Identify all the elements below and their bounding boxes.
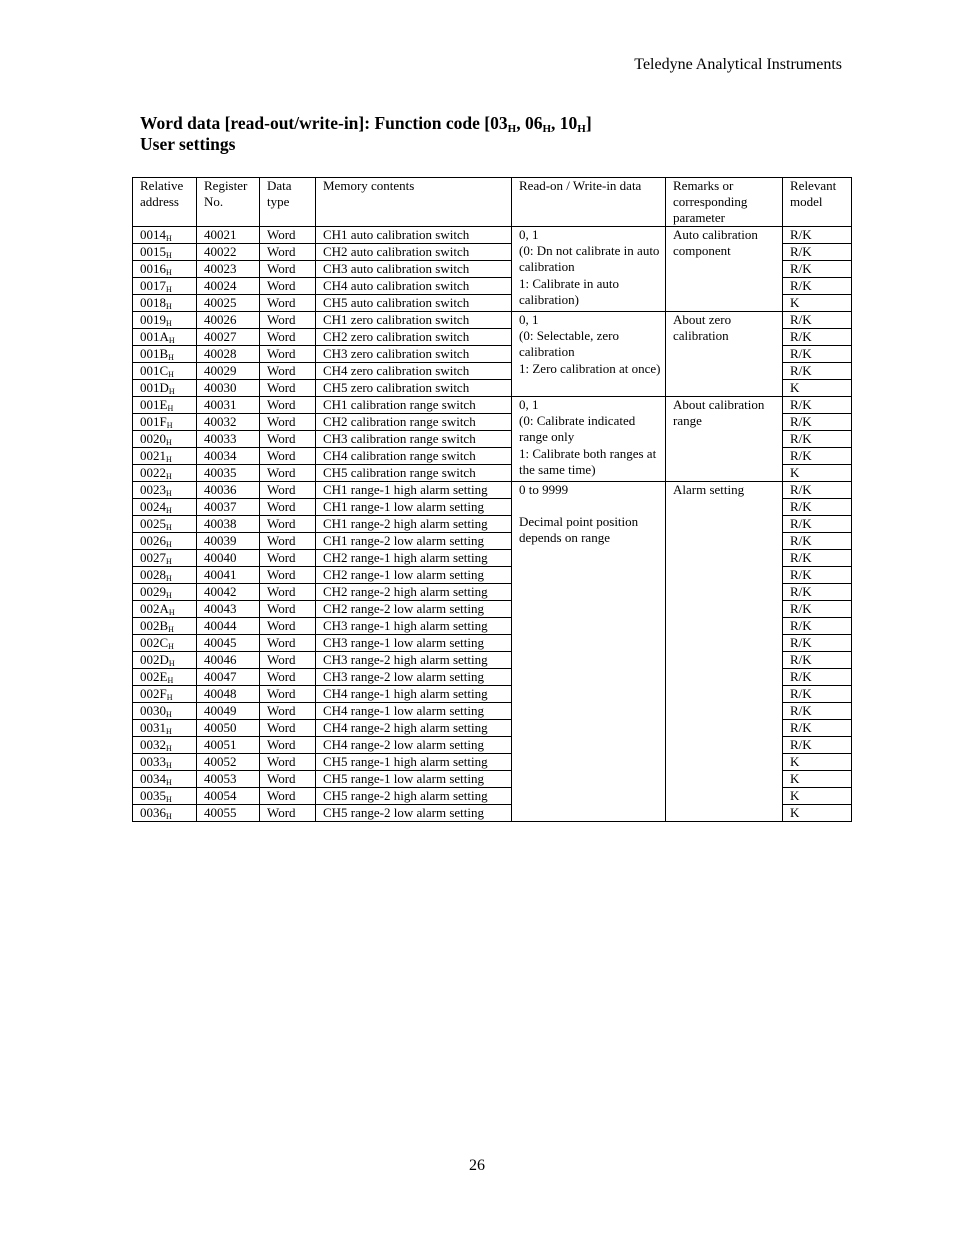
col-header-relative-address: Relative address xyxy=(133,178,197,227)
table-header-row xyxy=(133,178,852,227)
relevant-model-cell: K xyxy=(783,754,852,771)
memory-contents-cell: CH3 auto calibration switch xyxy=(316,261,512,278)
memory-contents-cell: CH1 range-1 high alarm setting xyxy=(316,482,512,499)
relevant-model-cell: R/K xyxy=(783,261,852,278)
address-subscript: H xyxy=(167,676,174,685)
register-no-cell: 40040 xyxy=(197,550,260,567)
function-code-subscript: H xyxy=(577,123,586,135)
data-type-cell: Word xyxy=(260,363,316,380)
memory-contents-cell: CH5 range-1 high alarm setting xyxy=(316,754,512,771)
read-write-data-line: (0: Selectable, zero calibration xyxy=(519,328,619,360)
address-subscript: H xyxy=(168,387,175,396)
address-value: 0026 xyxy=(140,533,166,548)
relevant-model-cell: R/K xyxy=(783,499,852,516)
address-value: 002B xyxy=(140,618,169,633)
memory-contents-cell: CH4 zero calibration switch xyxy=(316,363,512,380)
register-no-cell: 40055 xyxy=(197,805,260,822)
register-no-cell: 40036 xyxy=(197,482,260,499)
address-value: 001F xyxy=(140,414,167,429)
address-value: 0029 xyxy=(140,584,166,599)
relative-address-cell xyxy=(133,533,197,550)
address-subscript: H xyxy=(168,336,175,345)
register-no-cell: 40042 xyxy=(197,584,260,601)
register-no-cell: 40031 xyxy=(197,397,260,414)
register-no-cell: 40027 xyxy=(197,329,260,346)
relevant-model-cell: R/K xyxy=(783,635,852,652)
relevant-model-cell: R/K xyxy=(783,601,852,618)
address-value: 001D xyxy=(140,380,169,395)
relevant-model-cell: R/K xyxy=(783,414,852,431)
data-type-cell: Word xyxy=(260,295,316,312)
data-type-cell: Word xyxy=(260,703,316,720)
relative-address-cell xyxy=(133,550,197,567)
relevant-model-cell: R/K xyxy=(783,550,852,567)
relevant-model-cell: R/K xyxy=(783,652,852,669)
memory-contents-cell: CH3 range-1 high alarm setting xyxy=(316,618,512,635)
memory-contents-cell: CH5 range-2 low alarm setting xyxy=(316,805,512,822)
memory-contents-cell: CH3 range-2 high alarm setting xyxy=(316,652,512,669)
register-no-cell: 40054 xyxy=(197,788,260,805)
address-value: 0019 xyxy=(140,312,166,327)
heading-separator: , xyxy=(551,113,560,133)
read-write-data-line: Decimal point position depends on range xyxy=(519,514,639,546)
address-value: 001C xyxy=(140,363,169,378)
memory-contents-cell: CH5 range-2 high alarm setting xyxy=(316,788,512,805)
address-subscript: H xyxy=(166,438,172,447)
memory-contents-cell: CH5 range-1 low alarm setting xyxy=(316,771,512,788)
data-type-cell: Word xyxy=(260,805,316,822)
address-value: 0036 xyxy=(140,805,166,820)
data-type-cell: Word xyxy=(260,584,316,601)
address-value: 0032 xyxy=(140,737,166,752)
read-write-data-line: 0 to 9999 xyxy=(519,482,569,497)
relative-address-cell xyxy=(133,295,197,312)
register-no-cell: 40041 xyxy=(197,567,260,584)
address-subscript: H xyxy=(166,744,172,753)
data-type-cell: Word xyxy=(260,380,316,397)
data-type-cell: Word xyxy=(260,669,316,686)
data-type-cell: Word xyxy=(260,550,316,567)
function-code-03: 03 xyxy=(490,113,508,133)
read-write-data-line: 0, 1 xyxy=(519,227,539,242)
address-subscript: H xyxy=(166,574,172,583)
address-subscript: H xyxy=(166,302,172,311)
register-no-cell: 40025 xyxy=(197,295,260,312)
relevant-model-cell: R/K xyxy=(783,448,852,465)
relative-address-cell xyxy=(133,686,197,703)
memory-contents-cell: CH1 range-2 low alarm setting xyxy=(316,533,512,550)
address-value: 0015 xyxy=(140,244,166,259)
read-write-data-cell xyxy=(512,312,666,397)
data-type-cell: Word xyxy=(260,312,316,329)
register-no-cell: 40023 xyxy=(197,261,260,278)
register-no-cell: 40026 xyxy=(197,312,260,329)
address-value: 0024 xyxy=(140,499,166,514)
address-subscript: H xyxy=(166,727,172,736)
relevant-model-cell: R/K xyxy=(783,703,852,720)
relative-address-cell xyxy=(133,618,197,635)
relative-address-cell xyxy=(133,788,197,805)
data-type-cell: Word xyxy=(260,397,316,414)
address-subscript: H xyxy=(168,370,174,379)
register-table xyxy=(132,177,852,822)
register-no-cell: 40044 xyxy=(197,618,260,635)
relative-address-cell xyxy=(133,346,197,363)
address-subscript: H xyxy=(168,642,174,651)
address-subscript: H xyxy=(167,404,174,413)
relevant-model-cell: R/K xyxy=(783,227,852,244)
address-value: 0018 xyxy=(140,295,166,310)
function-code-subscript: H xyxy=(507,123,517,135)
address-value: 0034 xyxy=(140,771,166,786)
relevant-model-cell: K xyxy=(783,788,852,805)
address-value: 0027 xyxy=(140,550,166,565)
data-type-cell: Word xyxy=(260,788,316,805)
address-subscript: H xyxy=(166,591,172,600)
memory-contents-cell: CH4 calibration range switch xyxy=(316,448,512,465)
col-header-data-type: Data type xyxy=(260,178,316,227)
register-no-cell: 40035 xyxy=(197,465,260,482)
register-no-cell: 40021 xyxy=(197,227,260,244)
address-subscript: H xyxy=(166,285,172,294)
register-no-cell: 40039 xyxy=(197,533,260,550)
relative-address-cell xyxy=(133,329,197,346)
memory-contents-cell: CH2 range-2 low alarm setting xyxy=(316,601,512,618)
data-type-cell: Word xyxy=(260,720,316,737)
register-no-cell: 40048 xyxy=(197,686,260,703)
heading-line-2: User settings xyxy=(140,134,236,154)
address-value: 0017 xyxy=(140,278,166,293)
data-type-cell: Word xyxy=(260,635,316,652)
memory-contents-cell: CH3 range-2 low alarm setting xyxy=(316,669,512,686)
memory-contents-cell: CH2 auto calibration switch xyxy=(316,244,512,261)
address-subscript: H xyxy=(166,506,172,515)
register-no-cell: 40032 xyxy=(197,414,260,431)
address-value: 001A xyxy=(140,329,169,344)
address-subscript: H xyxy=(168,353,174,362)
memory-contents-cell: CH3 range-1 low alarm setting xyxy=(316,635,512,652)
relevant-model-cell: R/K xyxy=(783,312,852,329)
col-header-memory-contents: Memory contents xyxy=(316,178,512,227)
remarks-cell: About zero calibration xyxy=(666,312,783,397)
relevant-model-cell: R/K xyxy=(783,346,852,363)
data-type-cell: Word xyxy=(260,567,316,584)
register-no-cell: 40051 xyxy=(197,737,260,754)
relative-address-cell xyxy=(133,465,197,482)
register-no-cell: 40037 xyxy=(197,499,260,516)
relative-address-cell xyxy=(133,703,197,720)
relative-address-cell xyxy=(133,805,197,822)
data-type-cell: Word xyxy=(260,261,316,278)
relative-address-cell xyxy=(133,635,197,652)
register-no-cell: 40046 xyxy=(197,652,260,669)
address-value: 002D xyxy=(140,652,169,667)
register-no-cell: 40047 xyxy=(197,669,260,686)
address-subscript: H xyxy=(168,625,174,634)
read-write-data-line: (0: Calibrate indicated range only xyxy=(519,413,636,445)
read-write-data-line: 1: Zero calibration at once) xyxy=(519,360,661,376)
relative-address-cell xyxy=(133,414,197,431)
relevant-model-cell: R/K xyxy=(783,686,852,703)
relative-address-cell xyxy=(133,601,197,618)
relative-address-cell xyxy=(133,567,197,584)
relative-address-cell xyxy=(133,516,197,533)
memory-contents-cell: CH4 range-2 low alarm setting xyxy=(316,737,512,754)
memory-contents-cell: CH2 range-2 high alarm setting xyxy=(316,584,512,601)
relevant-model-cell: K xyxy=(783,805,852,822)
function-code-10: 10 xyxy=(559,113,578,133)
register-no-cell: 40045 xyxy=(197,635,260,652)
register-no-cell: 40049 xyxy=(197,703,260,720)
data-type-cell: Word xyxy=(260,448,316,465)
data-type-cell: Word xyxy=(260,618,316,635)
address-value: 0035 xyxy=(140,788,166,803)
read-write-data-cell xyxy=(512,397,666,482)
relevant-model-cell: R/K xyxy=(783,533,852,550)
address-value: 0025 xyxy=(140,516,166,531)
memory-contents-cell: CH2 range-1 low alarm setting xyxy=(316,567,512,584)
read-write-data-cell xyxy=(512,227,666,312)
table-row xyxy=(133,227,852,244)
memory-contents-cell: CH3 zero calibration switch xyxy=(316,346,512,363)
read-write-data-line: 1: Calibrate in auto calibration) xyxy=(519,275,620,307)
col-header-register-no: Register No. xyxy=(197,178,260,227)
data-type-cell: Word xyxy=(260,227,316,244)
relative-address-cell xyxy=(133,312,197,329)
relative-address-cell xyxy=(133,754,197,771)
memory-contents-cell: CH3 calibration range switch xyxy=(316,431,512,448)
address-value: 002E xyxy=(140,669,168,684)
relevant-model-cell: K xyxy=(783,465,852,482)
relative-address-cell xyxy=(133,720,197,737)
address-subscript: H xyxy=(166,557,172,566)
heading-line-1 xyxy=(140,113,592,134)
remarks-cell: Alarm setting xyxy=(666,482,783,822)
memory-contents-cell: CH5 auto calibration switch xyxy=(316,295,512,312)
data-type-cell: Word xyxy=(260,465,316,482)
address-subscript: H xyxy=(168,608,175,617)
address-value: 002C xyxy=(140,635,169,650)
memory-contents-cell: CH5 zero calibration switch xyxy=(316,380,512,397)
data-type-cell: Word xyxy=(260,601,316,618)
read-write-data-line: 0, 1 xyxy=(519,397,539,412)
relative-address-cell xyxy=(133,448,197,465)
relevant-model-cell: R/K xyxy=(783,737,852,754)
heading-suffix: ] xyxy=(585,113,592,133)
address-value: 0023 xyxy=(140,482,166,497)
relevant-model-cell: R/K xyxy=(783,567,852,584)
address-subscript: H xyxy=(166,540,172,549)
relative-address-cell xyxy=(133,227,197,244)
page-number: 26 xyxy=(469,1157,485,1174)
relative-address-cell xyxy=(133,244,197,261)
data-type-cell: Word xyxy=(260,329,316,346)
data-type-cell: Word xyxy=(260,771,316,788)
table-row xyxy=(133,397,852,414)
heading-prefix: Word data [read-out/write-in]: Function code [ xyxy=(140,113,491,133)
relevant-model-cell: R/K xyxy=(783,278,852,295)
data-type-cell: Word xyxy=(260,431,316,448)
running-header: Teledyne Analytical Instruments xyxy=(634,56,842,73)
memory-contents-cell: CH1 range-1 low alarm setting xyxy=(316,499,512,516)
relative-address-cell xyxy=(133,771,197,788)
relative-address-cell xyxy=(133,669,197,686)
section-heading xyxy=(140,113,592,155)
relevant-model-cell: R/K xyxy=(783,584,852,601)
relevant-model-cell: R/K xyxy=(783,244,852,261)
data-type-cell: Word xyxy=(260,533,316,550)
relative-address-cell xyxy=(133,397,197,414)
relative-address-cell xyxy=(133,652,197,669)
relevant-model-cell: K xyxy=(783,295,852,312)
relative-address-cell xyxy=(133,584,197,601)
data-type-cell: Word xyxy=(260,244,316,261)
memory-contents-cell: CH1 zero calibration switch xyxy=(316,312,512,329)
data-type-cell: Word xyxy=(260,516,316,533)
address-value: 0031 xyxy=(140,720,166,735)
heading-separator: , xyxy=(516,113,525,133)
data-type-cell: Word xyxy=(260,652,316,669)
address-value: 0021 xyxy=(140,448,166,463)
relative-address-cell xyxy=(133,431,197,448)
address-value: 0028 xyxy=(140,567,166,582)
address-subscript: H xyxy=(166,761,172,770)
relative-address-cell xyxy=(133,482,197,499)
relevant-model-cell: K xyxy=(783,380,852,397)
address-value: 0014 xyxy=(140,227,166,242)
register-no-cell: 40052 xyxy=(197,754,260,771)
relevant-model-cell: R/K xyxy=(783,482,852,499)
col-header-relevant-model: Relevant model xyxy=(783,178,852,227)
address-subscript: H xyxy=(166,268,172,277)
register-no-cell: 40024 xyxy=(197,278,260,295)
address-value: 0033 xyxy=(140,754,166,769)
address-value: 0030 xyxy=(140,703,166,718)
address-value: 0022 xyxy=(140,465,166,480)
address-subscript: H xyxy=(166,421,173,430)
relevant-model-cell: R/K xyxy=(783,720,852,737)
relevant-model-cell: R/K xyxy=(783,431,852,448)
data-type-cell: Word xyxy=(260,278,316,295)
address-value: 0020 xyxy=(140,431,166,446)
relative-address-cell xyxy=(133,737,197,754)
data-type-cell: Word xyxy=(260,737,316,754)
relative-address-cell xyxy=(133,278,197,295)
memory-contents-cell: CH4 auto calibration switch xyxy=(316,278,512,295)
data-type-cell: Word xyxy=(260,482,316,499)
data-type-cell: Word xyxy=(260,754,316,771)
address-subscript: H xyxy=(166,795,172,804)
read-write-data-line: 0, 1 xyxy=(519,312,539,327)
function-code-06: 06 xyxy=(524,113,543,133)
address-value: 002A xyxy=(140,601,169,616)
memory-contents-cell: CH5 calibration range switch xyxy=(316,465,512,482)
register-no-cell: 40033 xyxy=(197,431,260,448)
data-type-cell: Word xyxy=(260,414,316,431)
relevant-model-cell: R/K xyxy=(783,329,852,346)
read-write-data-line: 1: Calibrate both ranges at the same time) xyxy=(519,445,657,477)
address-value: 001E xyxy=(140,397,168,412)
memory-contents-cell: CH1 auto calibration switch xyxy=(316,227,512,244)
register-no-cell: 40034 xyxy=(197,448,260,465)
memory-contents-cell: CH2 zero calibration switch xyxy=(316,329,512,346)
address-subscript: H xyxy=(166,778,172,787)
relevant-model-cell: R/K xyxy=(783,618,852,635)
address-value: 002F xyxy=(140,686,167,701)
relative-address-cell xyxy=(133,380,197,397)
relevant-model-cell: R/K xyxy=(783,516,852,533)
register-no-cell: 40029 xyxy=(197,363,260,380)
address-subscript: H xyxy=(166,693,173,702)
memory-contents-cell: CH4 range-1 high alarm setting xyxy=(316,686,512,703)
register-no-cell: 40038 xyxy=(197,516,260,533)
remarks-cell: Auto calibration component xyxy=(666,227,783,312)
relevant-model-cell: K xyxy=(783,771,852,788)
address-subscript: H xyxy=(166,319,172,328)
data-type-cell: Word xyxy=(260,499,316,516)
memory-contents-cell: CH4 range-2 high alarm setting xyxy=(316,720,512,737)
function-code-subscript: H xyxy=(542,123,552,135)
memory-contents-cell: CH2 calibration range switch xyxy=(316,414,512,431)
address-subscript: H xyxy=(166,234,172,243)
register-no-cell: 40022 xyxy=(197,244,260,261)
relative-address-cell xyxy=(133,261,197,278)
table-body xyxy=(133,227,852,822)
table-row xyxy=(133,312,852,329)
address-subscript: H xyxy=(166,489,172,498)
relevant-model-cell: R/K xyxy=(783,669,852,686)
read-write-data-line: (0: Dn not calibrate in auto calibration xyxy=(519,243,660,275)
data-type-cell: Word xyxy=(260,686,316,703)
register-no-cell: 40050 xyxy=(197,720,260,737)
address-subscript: H xyxy=(168,659,175,668)
memory-contents-cell: CH2 range-1 high alarm setting xyxy=(316,550,512,567)
address-value: 0016 xyxy=(140,261,166,276)
register-no-cell: 40053 xyxy=(197,771,260,788)
read-write-data-cell xyxy=(512,482,666,822)
register-no-cell: 40030 xyxy=(197,380,260,397)
address-subscript: H xyxy=(166,472,172,481)
address-subscript: H xyxy=(166,710,172,719)
register-no-cell: 40043 xyxy=(197,601,260,618)
relative-address-cell xyxy=(133,363,197,380)
address-subscript: H xyxy=(166,455,172,464)
col-header-read-write-data: Read-on / Write-in data xyxy=(512,178,666,227)
address-value: 001B xyxy=(140,346,169,361)
memory-contents-cell: CH1 calibration range switch xyxy=(316,397,512,414)
relative-address-cell xyxy=(133,499,197,516)
data-type-cell: Word xyxy=(260,346,316,363)
relevant-model-cell: R/K xyxy=(783,363,852,380)
table-row xyxy=(133,482,852,499)
address-subscript: H xyxy=(166,812,172,821)
address-subscript: H xyxy=(166,251,172,260)
memory-contents-cell: CH1 range-2 high alarm setting xyxy=(316,516,512,533)
col-header-remarks: Remarks or corresponding parameter xyxy=(666,178,783,227)
register-no-cell: 40028 xyxy=(197,346,260,363)
read-write-data-line xyxy=(519,498,661,514)
address-subscript: H xyxy=(166,523,172,532)
memory-contents-cell: CH4 range-1 low alarm setting xyxy=(316,703,512,720)
remarks-cell: About calibration range xyxy=(666,397,783,482)
relevant-model-cell: R/K xyxy=(783,397,852,414)
